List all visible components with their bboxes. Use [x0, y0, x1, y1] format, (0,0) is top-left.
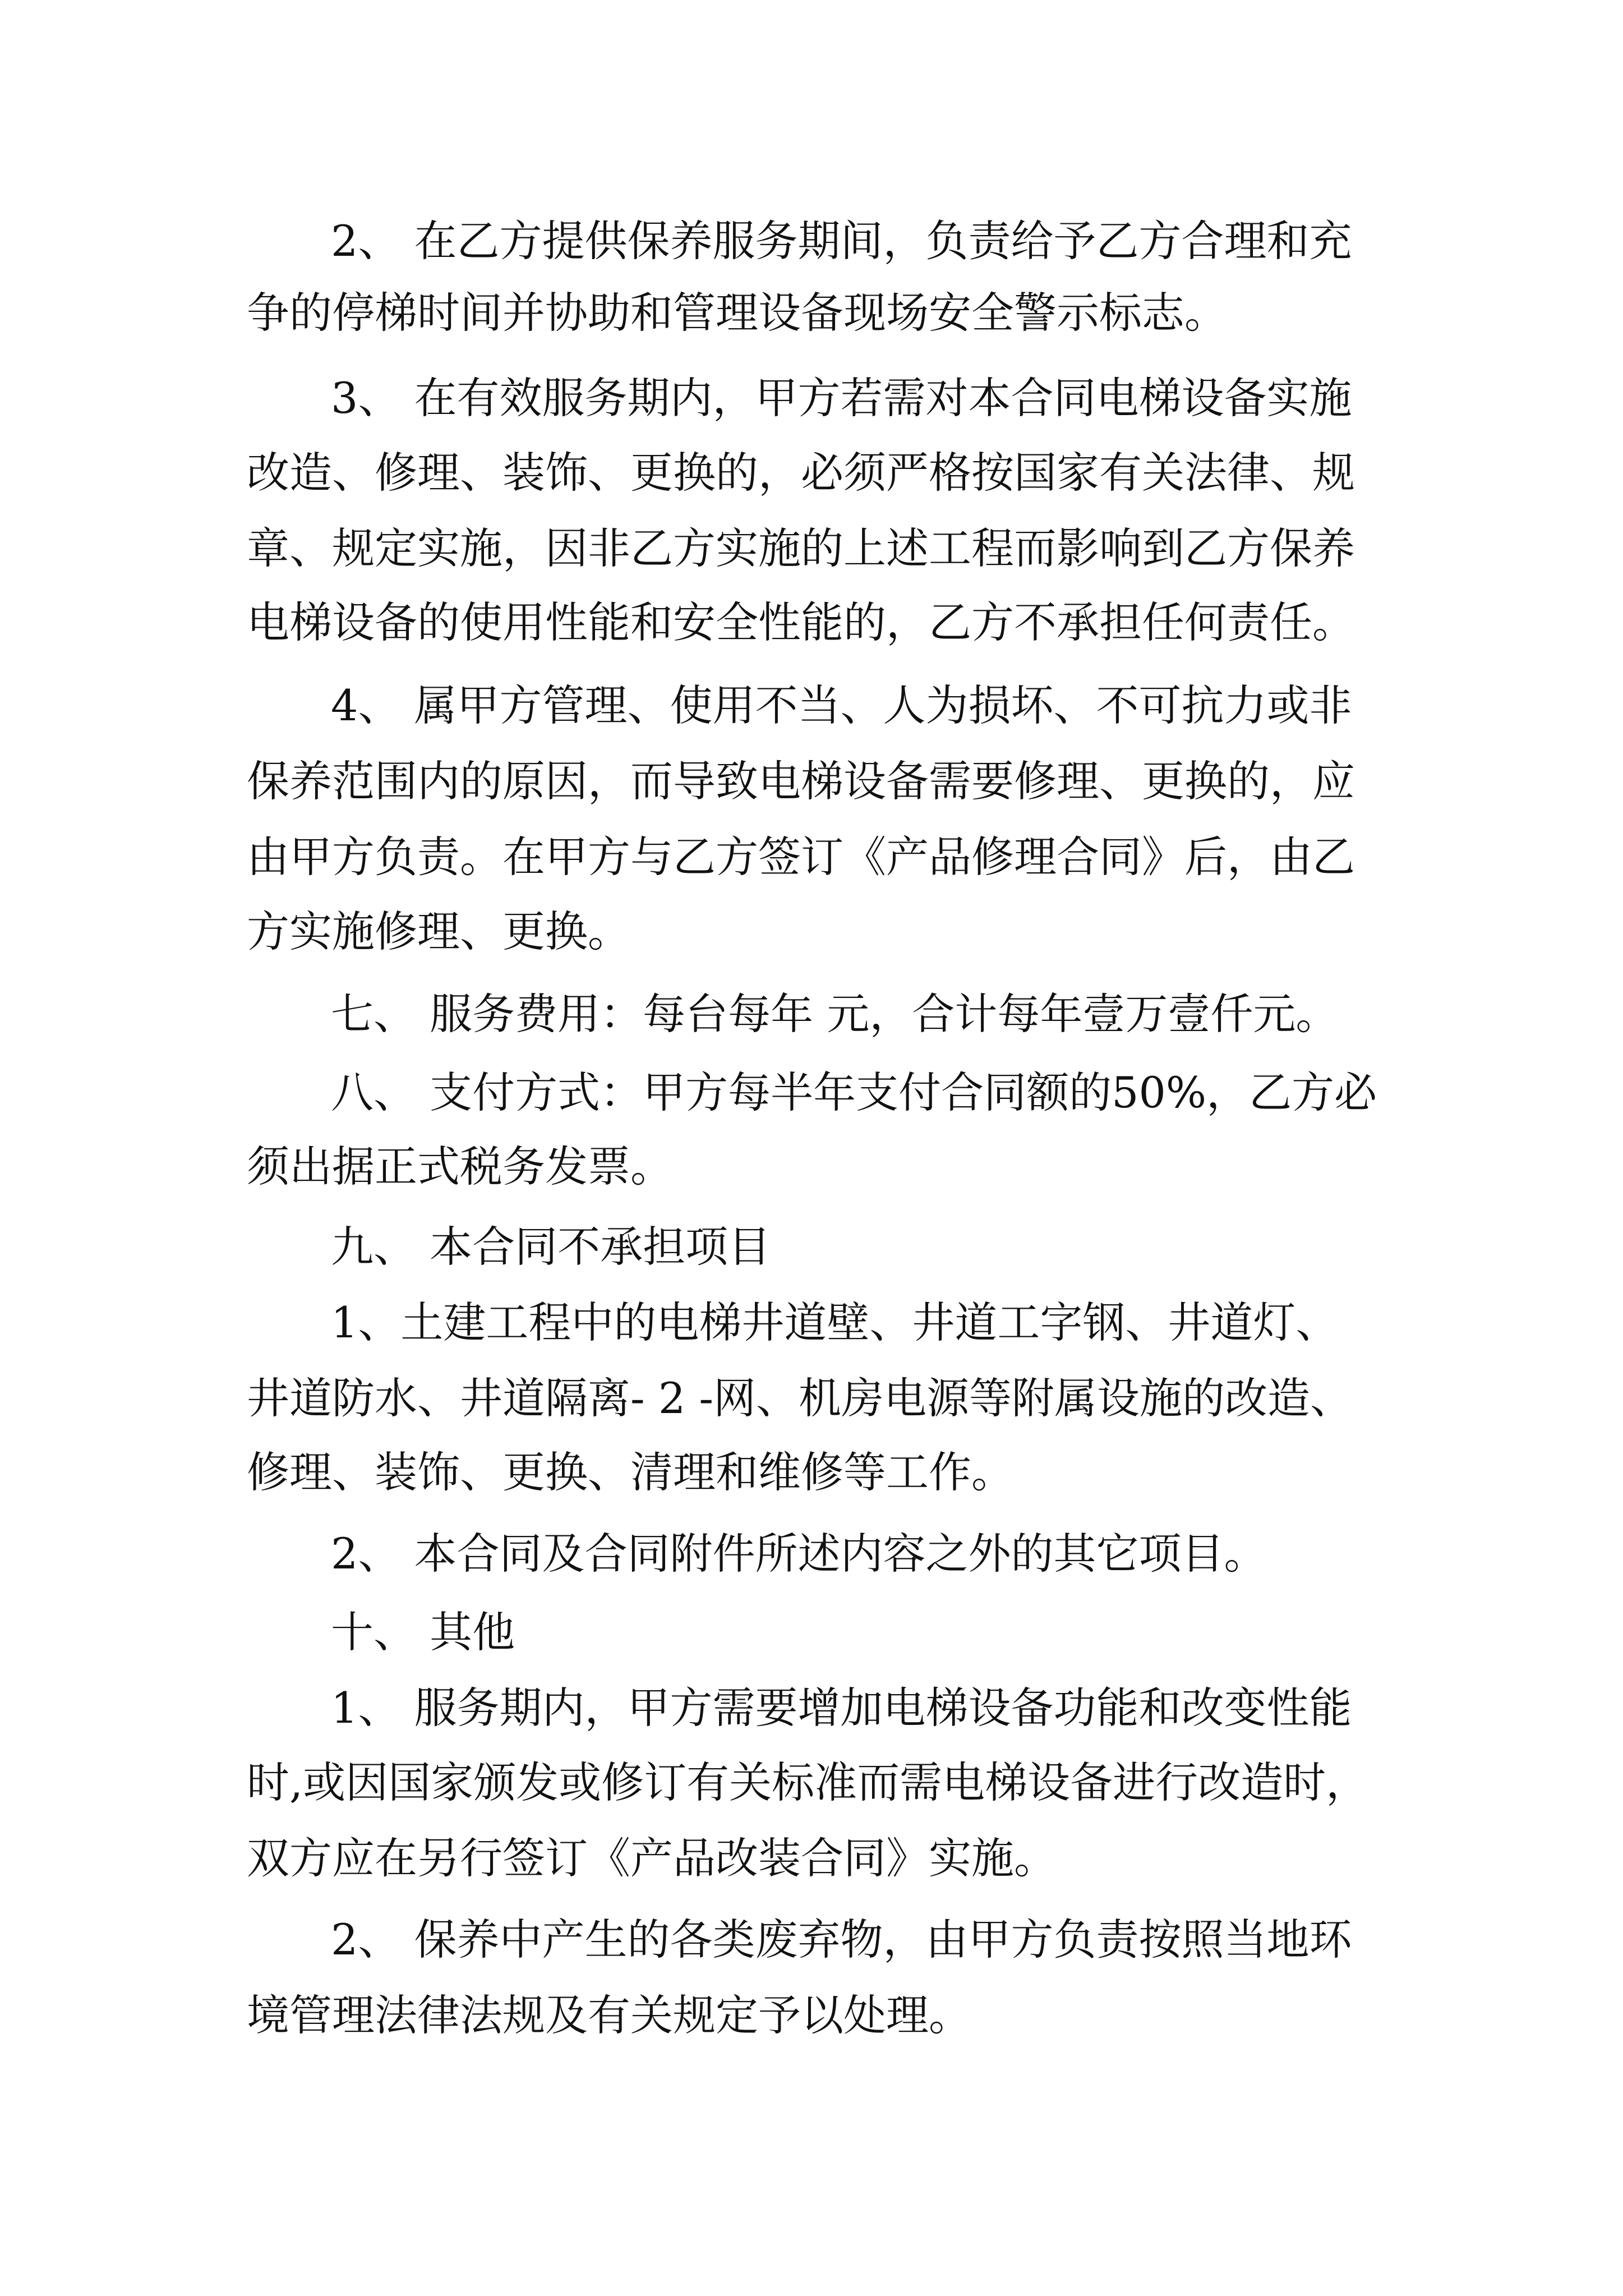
text-line: 2、 在乙方提供保养服务期间，负责给予乙方合理和充	[331, 216, 1352, 266]
text-line: 须出据正式税务发票。	[247, 1142, 673, 1191]
text-line: 争的停梯时间并协助和管理设备现场安全警示标志。	[247, 288, 1227, 338]
text-line: 章、规定实施，因非乙方实施的上述工程而影响到乙方保养	[247, 523, 1355, 573]
text-line: 十、 其他	[331, 1607, 515, 1657]
text-line: 由甲方负责。在甲方与乙方签订《产品修理合同》后，由乙	[247, 832, 1355, 882]
text-line: 境管理法律法规及有关规定予以处理。	[247, 1990, 971, 2040]
text-line: 4、 属甲方管理、使用不当、人为损坏、不可抗力或非	[331, 680, 1352, 730]
text-line: 3、 在有效服务期内，甲方若需对本合同电梯设备实施	[331, 373, 1352, 423]
text-line: 时,或因国家颁发或修订有关标准而需电梯设备进行改造时，	[247, 1757, 1369, 1807]
text-line: 2、 保养中产生的各类废弃物，由甲方负责按照当地环	[331, 1915, 1352, 1964]
text-line: 2、 本合同及合同附件所述内容之外的其它项目。	[331, 1529, 1267, 1579]
text-line: 保养范围内的原因，而导致电梯设备需要修理、更换的，应	[247, 756, 1355, 806]
text-line: 1、 服务期内，甲方需要增加电梯设备功能和改变性能	[331, 1683, 1352, 1733]
text-line: 井道防水、井道隔离- 2 -网、机房电源等附属设施的改造、	[247, 1373, 1353, 1423]
text-line: 修理、装饰、更换、清理和维修等工作。	[247, 1447, 1014, 1497]
text-line: 改造、修理、装饰、更换的，必须严格按国家有关法律、规	[247, 448, 1355, 498]
text-line: 八、 支付方式：甲方每半年支付合同额的50%，乙方必	[331, 1068, 1377, 1117]
text-line: 九、 本合同不承担项目	[331, 1222, 771, 1272]
text-line: 1、土建工程中的电梯井道壁、井道工字钢、井道灯、	[331, 1297, 1339, 1347]
text-line: 电梯设备的使用性能和安全性能的，乙方不承担任何责任。	[247, 597, 1355, 647]
text-line: 七、 服务费用：每台每年 元，合计每年壹万壹仟元。	[331, 989, 1339, 1039]
text-line: 双方应在另行签订《产品改装合同》实施。	[247, 1833, 1057, 1883]
text-line: 方实施修理、更换。	[247, 907, 630, 956]
